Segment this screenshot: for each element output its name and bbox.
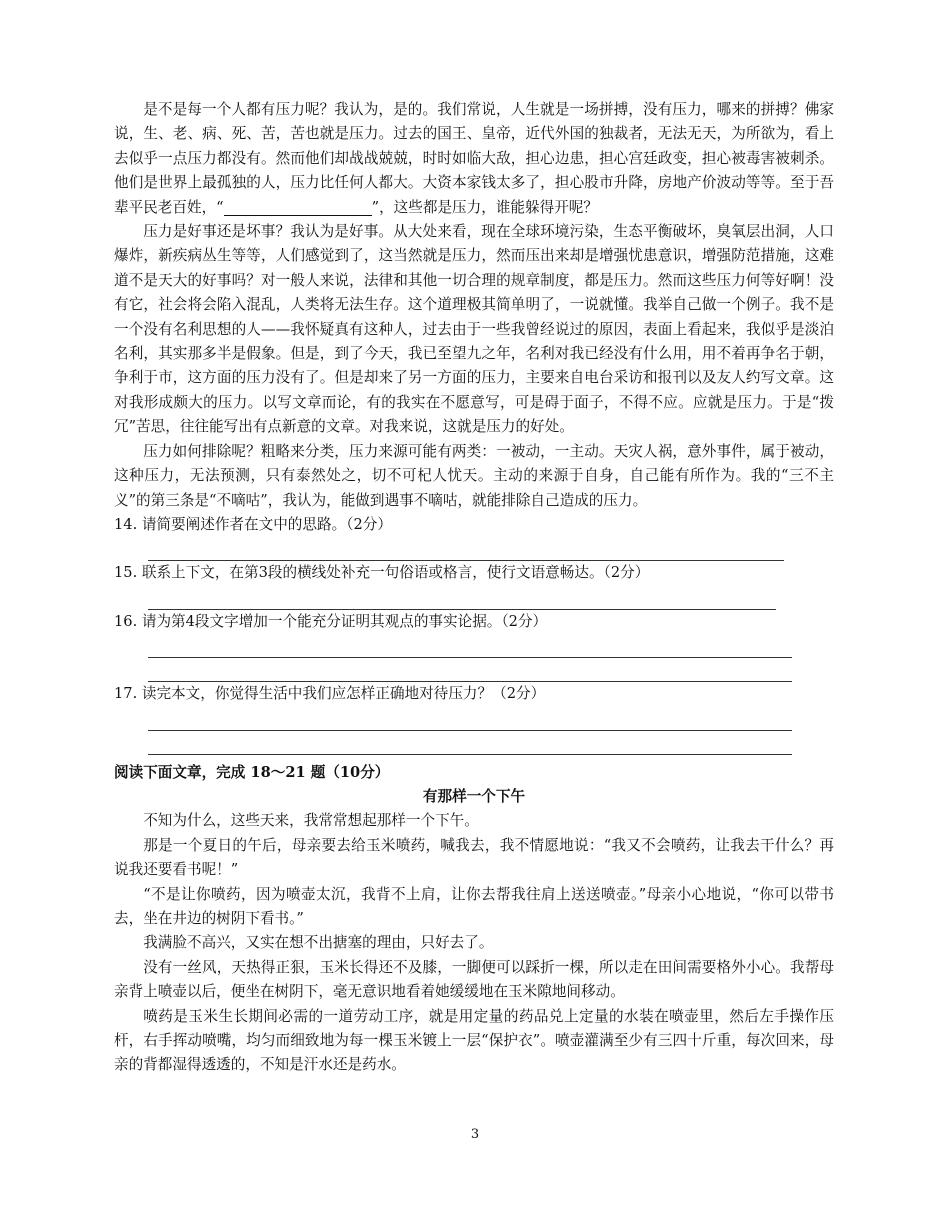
article-paragraph: 没有一丝风，天热得正狠，玉米长得还不及膝，一脚便可以踩折一棵，所以走在田间需要格外小心。我帮母亲背上喷壶以后，便坐在树阴下，毫无意识地看着她缓缓地在玉米隙地间移动。 [114, 958, 834, 1001]
answer-line [148, 707, 792, 731]
passage-paragraph-4: 压力是好事还是坏事？我认为是好事。从大处来看，现在全球环境污染，生态平衡破坏，臭氧层出洞，人口爆炸，新疾病丛生等等，人们感觉到了，这当然就是压力，然而压出来却是增强忧患意识，增强防范措施，这难道不是天大的好事吗？对一般人来说，法律和其他一切合理的规章制度，都是压力。然而这些压力何等好啊！没有它，社会将会陷入混乱，人类将无法生存。这个道理极其简单明了，一说就懂。我举自己做一个例子。我不是一个没有名利思想的人——我怀疑真有这种人，过去由于一些我曾经说过的原因，表面上看起来，我似乎是淡泊名利，其实那多半是假象。但是，到了今天，我已至望九之年，名利对我已经没有什么用，用不着再争名于朝，争利于市，这方面的压力没有了。但是却来了另一方面的压力，主要来自电台采访和报刊以及友人约写文章。这对我形成颇大的压力。以写文章而论，有的我实在不愿意写，可是碍于面子，不得不应。应就是压力。于是“拨冗”苦思，往往能写出有点新意的文章。对我来说，这就是压力的好处。 [114, 223, 834, 436]
answer-line [148, 731, 792, 755]
answer-line [148, 634, 792, 658]
section-instruction: 阅读下面文章，完成 18～21 题（10分） [114, 763, 390, 781]
article-paragraph: 喷药是玉米生长期间必需的一道劳动工序，就是用定量的药品兑上定量的水装在喷壶里，然后左手操作压杆，右手挥动喷嘴，均匀而细致地为每一棵玉米镀上一层“保护衣”。喷壶灌满至少有三四十斤重，每次回来，母亲的背都湿得透透的，不知是汗水还是药水。 [114, 1007, 834, 1074]
answer-line [148, 537, 784, 561]
article-paragraph: “不是让你喷药，因为喷壶太沉，我背不上肩，让你去帮我往肩上送送喷壶。”母亲小心地说，“你可以带书去，坐在井边的树阴下看书。” [114, 885, 834, 927]
passage-paragraph-3: 是不是每一个人都有压力呢？我认为，是的。我们常说，人生就是一场拼搏，没有压力，哪来的拼搏？佛家说，生、老、病、死、苦，苦也就是压力。过去的国王、皇帝，近代外国的独裁者，无法无天，为所欲为，看上去似乎一点压力都没有。然而他们却战战兢兢，时时如临大敌，担心边患，担心宫廷政变，担心被毒害被刺杀。他们是世界上最孤独的人，压力比任何人都大。大资本家钱太多了，担心股市升降，房地产价波动等等。至于吾辈平民老百姓，“ ”，这些都是压力，谁能躲得开呢？ [114, 101, 834, 216]
question-17: 17. 读完本文，你觉得生活中我们应怎样正确地对待压力？（2分） [114, 685, 546, 703]
article-paragraph: 那是一个夏日的午后，母亲要去给玉米喷药，喊我去，我不情愿地说：“我又不会喷药，让我去干什么？再说我还要看书呢！” [114, 836, 834, 879]
answer-line [148, 586, 776, 610]
article-paragraph: 我满脸不高兴，又实在想不出搪塞的理由，只好去了。 [143, 934, 494, 952]
article-title: 有那样一个下午 [422, 787, 526, 805]
article-paragraph: 不知为什么，这些天来，我常常想起那样一个下午。 [143, 812, 479, 830]
exam-page [114, 98, 834, 1078]
fill-in-blank [224, 197, 372, 216]
question-16: 16. 请为第4段文字增加一个能充分证明其观点的事实论据。（2分） [114, 612, 548, 630]
question-14: 14. 请简要阐述作者在文中的思路。（2分） [114, 515, 392, 533]
passage-paragraph-5: 压力如何排除呢？粗略来分类，压力来源可能有两类：一被动，一主动。天灾人祸，意外事件，属于被动，这种压力，无法预测，只有泰然处之，切不可杞人忧天。主动的来源于自身，自己能有所作为。我的“三不主义”的第三条是“不嘀咕”，我认为，能做到遇事不嘀咕，就能排除自己造成的压力。 [114, 442, 834, 509]
question-15: 15. 联系上下文，在第3段的横线处补充一句俗语或格言，使行文语意畅达。（2分） [114, 564, 650, 582]
answer-line [148, 658, 792, 682]
page-number: 3 [470, 1127, 480, 1142]
